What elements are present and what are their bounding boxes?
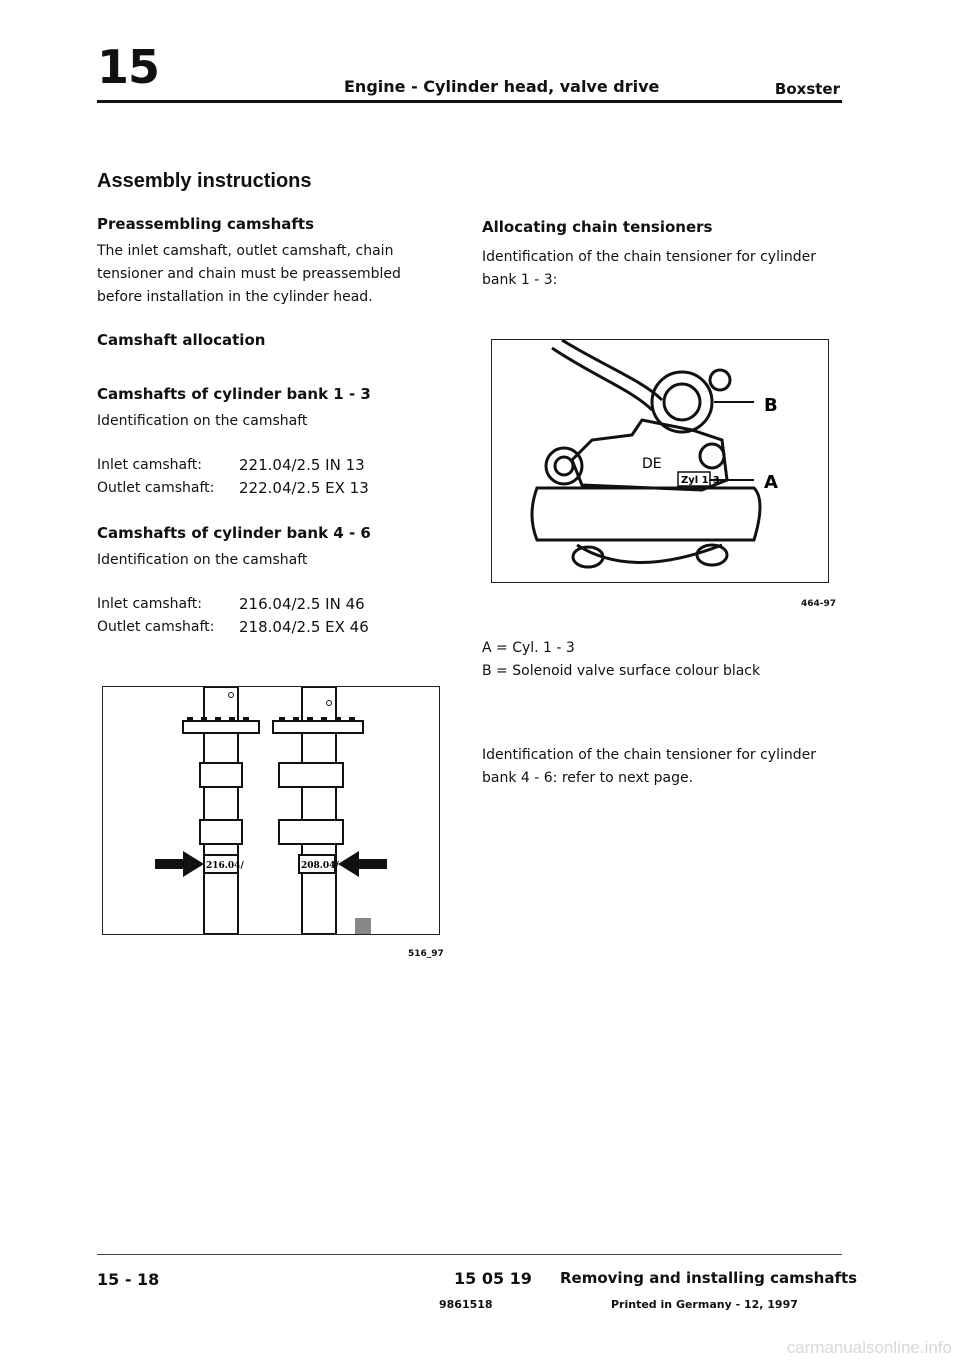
bank-4-6-note: [482, 744, 816, 790]
chapter-number: 15: [97, 40, 160, 94]
legend-item: B = Solenoid valve surface colour black: [482, 663, 761, 679]
spec-label: Outlet camshaft:: [97, 619, 215, 635]
header-title: Engine - Cylinder head, valve drive: [344, 77, 660, 96]
right-cam-marking: 208.04/: [301, 861, 339, 871]
spec-value: 216.04/2.5 IN 46: [239, 595, 365, 613]
spec-value: 221.04/2.5 IN 13: [239, 456, 365, 474]
arrow-left-icon: [338, 851, 387, 877]
callout-a: A: [764, 472, 778, 493]
arrow-right-icon: [155, 851, 204, 877]
legend-item: A = Cyl. 1 - 3: [482, 640, 575, 656]
tensioner-figure: [491, 339, 829, 583]
section-title: Assembly instructions: [97, 170, 312, 192]
camshaft-figure: [102, 686, 440, 935]
header-rule: [97, 100, 842, 103]
spec-value: 222.04/2.5 EX 13: [239, 479, 369, 497]
bank-1-3-identification: Identification on the camshaft: [97, 413, 308, 429]
preassembling-heading: Preassembling camshafts: [97, 215, 315, 233]
header-model: Boxster: [774, 80, 840, 98]
left-cam-marking: 216.04/: [206, 861, 244, 871]
note-line: bank 4 - 6: refer to next page.: [482, 770, 694, 786]
spec-label: Inlet camshaft:: [97, 596, 202, 612]
tensioner-illustration: [492, 340, 828, 582]
bank-4-6-heading: Camshafts of cylinder bank 4 - 6: [97, 524, 371, 542]
footer-rule: [97, 1254, 842, 1255]
figure-legend: [482, 637, 760, 683]
tensioner-marking: Zyl 1-3: [681, 475, 720, 486]
tensioner-line: Identification of the chain tensioner for cylinder: [482, 249, 816, 265]
preassembling-line: The inlet camshaft, outlet camshaft, chain: [97, 243, 394, 259]
callout-b: B: [764, 395, 778, 416]
spec-value: 218.04/2.5 EX 46: [239, 618, 369, 636]
section-code: 15 05 19: [454, 1269, 532, 1288]
camshaft-illustration: [103, 687, 439, 934]
page-number: 15 - 18: [97, 1270, 160, 1289]
figure-code: 516_97: [408, 949, 444, 959]
footer-title: Removing and installing camshafts: [560, 1269, 858, 1287]
tensioner-stamp: DE: [642, 456, 662, 472]
tensioner-text: [482, 246, 816, 292]
watermark: carmanualsonline.info: [786, 1338, 952, 1357]
print-info: Printed in Germany - 12, 1997: [611, 1298, 798, 1311]
spec-label: Outlet camshaft:: [97, 480, 215, 496]
tensioner-heading: Allocating chain tensioners: [482, 218, 713, 236]
note-line: Identification of the chain tensioner for cylinder: [482, 747, 816, 763]
allocation-heading: Camshaft allocation: [97, 331, 266, 349]
spec-label: Inlet camshaft:: [97, 457, 202, 473]
tensioner-line: bank 1 - 3:: [482, 272, 558, 288]
figure-code: 464-97: [801, 599, 837, 609]
bank-4-6-identification: Identification on the camshaft: [97, 552, 308, 568]
bank-1-3-heading: Camshafts of cylinder bank 1 - 3: [97, 385, 371, 403]
registration-mark: [355, 918, 371, 934]
preassembling-line: before installation in the cylinder head.: [97, 289, 373, 305]
preassembling-text: [97, 240, 401, 309]
preassembling-line: tensioner and chain must be preassembled: [97, 266, 401, 282]
document-number: 9861518: [439, 1298, 493, 1311]
